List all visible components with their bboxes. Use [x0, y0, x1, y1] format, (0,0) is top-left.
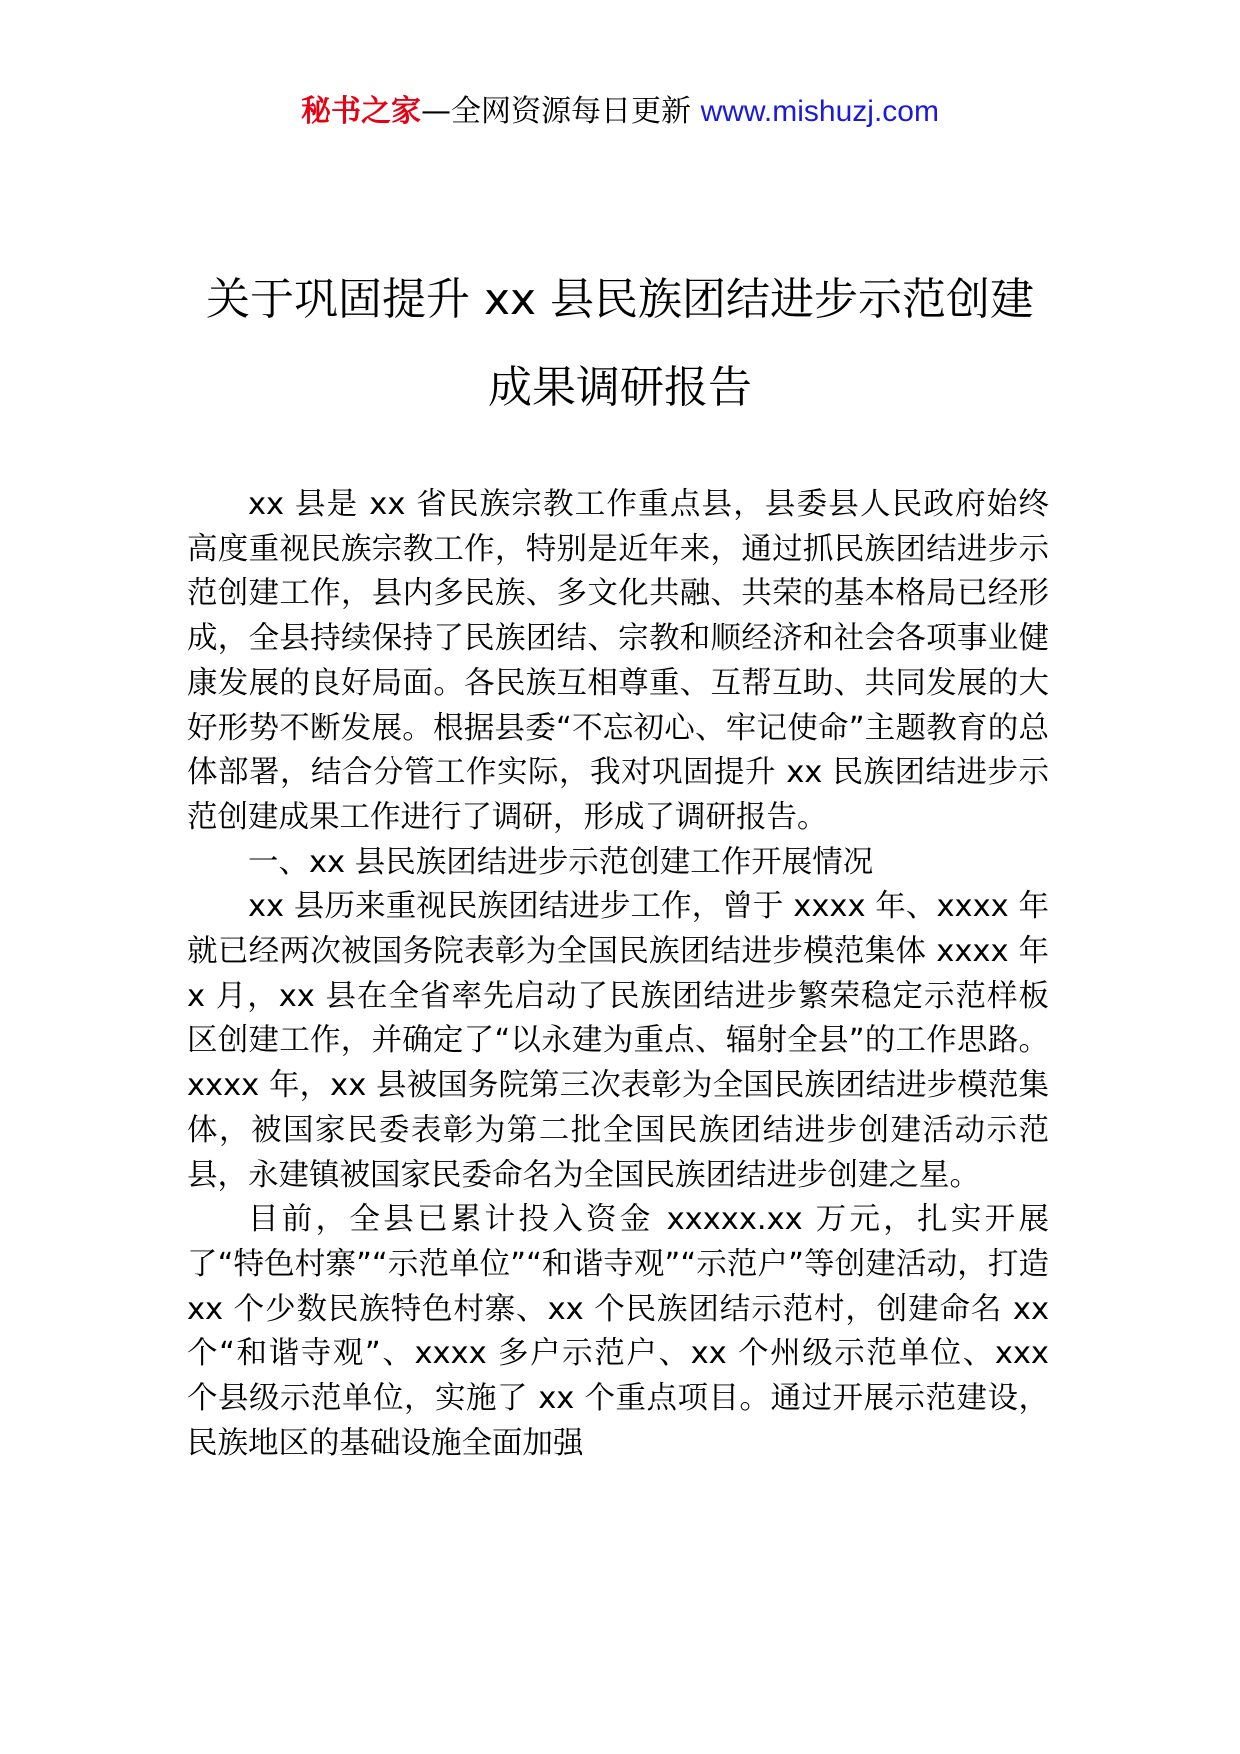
title-line-2: 成果调研报告: [488, 362, 752, 413]
site-header: [0, 92, 1240, 132]
document-title: [150, 256, 1090, 432]
section-heading-1: 一、xx 县民族团结进步示范创建工作开展情况: [248, 844, 874, 880]
current-status-paragraph: 目前，全县已累计投入资金 xxxxx.xx 万元，扎实开展了“特色村寨”“示范单位”“和谐寺观”“示范户”等创建活动，打造 xx 个少数民族特色村寨、xx 个民族团结示范村，创建命名 xx 个“和谐寺观”、xxxx 多户示范户、xx 个州级示范单位、xxx 个县级示范单位，实施了 xx 个重点项目。通过开展示范建设，民族地区的基础设施全面加强: [187, 1202, 1049, 1461]
header-slogan: —全网资源每日更新: [421, 94, 692, 129]
document-body: [187, 483, 1049, 1466]
brand-name: 秘书之家: [301, 94, 422, 129]
title-line-1: 关于巩固提升 xx 县民族团结进步示范创建: [205, 274, 1035, 325]
intro-paragraph: xx 县是 xx 省民族宗教工作重点县，县委县人民政府始终高度重视民族宗教工作，特别是近年来，通过抓民族团结进步示范创建工作，县内多民族、多文化共融、共荣的基本格局已经形成，全县持续保持了民族团结、宗教和顺经济和社会各项事业健康发展的良好局面。各民族互相尊重、互帮互助、共同发展的大好形势不断发展。根据县委“不忘初心、牢记使命”主题教育的总体部署，结合分管工作实际，我对巩固提升 xx 民族团结进步示范创建成果工作进行了调研，形成了调研报告。: [187, 487, 1049, 835]
site-url-link[interactable]: www.mishuzj.com: [700, 95, 939, 128]
history-paragraph: xx 县历来重视民族团结进步工作，曾于 xxxx 年、xxxx 年就已经两次被国务院表彰为全国民族团结进步模范集体 xxxx 年 x 月，xx 县在全省率先启动了民族团结进步繁荣稳定示范样板区创建工作，并确定了“以永建为重点、辐射全县”的工作思路。xxxx 年，xx 县被国务院第三次表彰为全国民族团结进步模范集体，被国家民委表彰为第二批全国民族团结进步创建活动示范县，永建镇被国家民委命名为全国民族团结进步创建之星。: [187, 889, 1049, 1193]
